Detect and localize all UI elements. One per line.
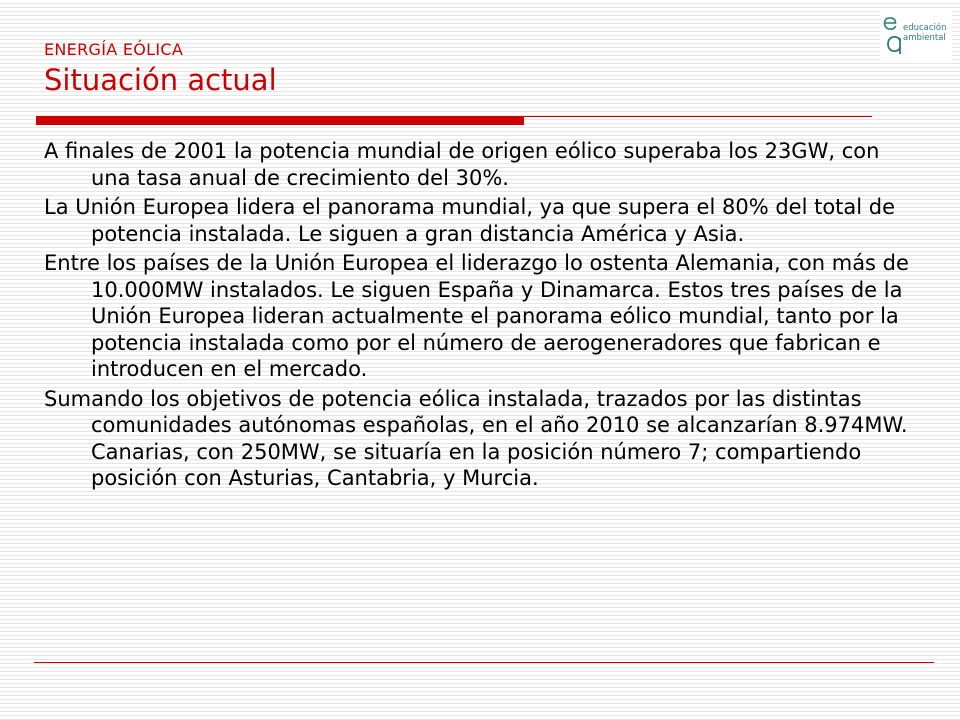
logo-text-ambiental: ambiental (903, 33, 946, 43)
slide-subtitle: ENERGÍA EÓLICA (44, 40, 184, 59)
slide-body (44, 138, 924, 495)
body-paragraph: La Unión Europea lidera el panorama mundial, ya que supera el 80% del total de potencia instalada. Le siguen a gran distancia América y Asia. (44, 195, 896, 246)
educacion-ambiental-logo (880, 8, 952, 60)
body-paragraph: Entre los países de la Unión Europea el liderazgo lo ostenta Alemania, con más de 10.000MW instalados. Le siguen España y Dinamarca. Estos tres países de la Unión Europea lideran actualmente el panorama eólico mundial, tanto por la potencia instalada como por el número de aerogeneradores que fabrican e introducen en el mercado. (44, 251, 909, 381)
body-paragraph: A finales de 2001 la potencia mundial de origen eólico superaba los 23GW, con una tasa anual de crecimiento del 30%. (44, 139, 880, 190)
body-paragraph: Sumando los objetivos de potencia eólica instalada, trazados por las distintas comunidades autónomas españolas, en el año 2010 se alcanzarían 8.974MW. Canarias, con 250MW, se situaría en la posición número 7; compartiendo posición con Asturias, Cantabria, y Murcia. (44, 386, 908, 490)
footer-divider (34, 662, 934, 663)
slide-title: Situación actual (44, 63, 277, 97)
title-underline-thin (524, 116, 872, 117)
title-underline-thick (36, 116, 524, 125)
logo-text-educacion: educación (903, 23, 947, 33)
